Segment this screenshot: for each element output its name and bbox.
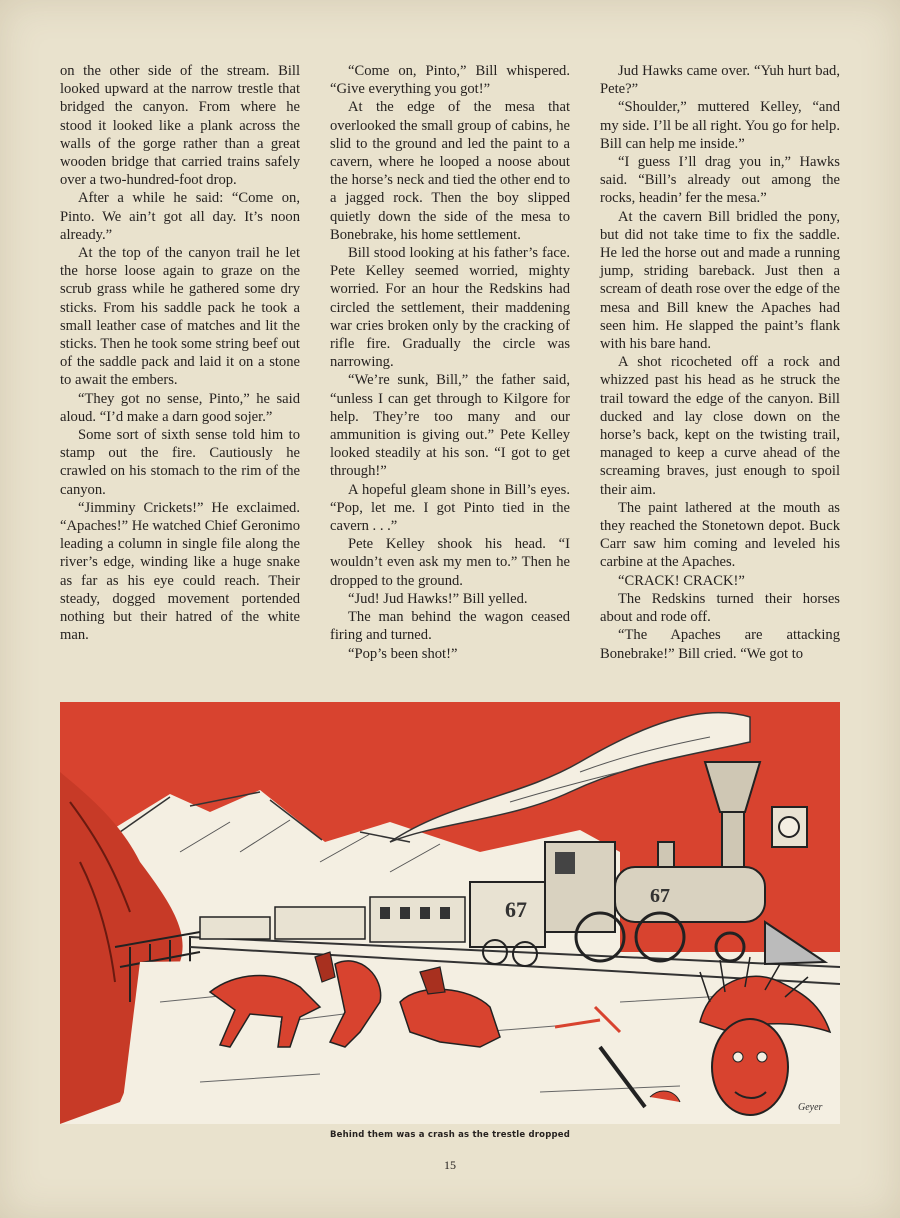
train-car [200, 917, 270, 939]
column-2 [330, 62, 570, 702]
steam-dome [658, 842, 674, 867]
engine-number: 67 [650, 885, 670, 907]
illustration-art [60, 702, 840, 1124]
paragraph: on the other side of the stream. Bill looked upward at the narrow trestle that bridged the canyon. From where he stood it looked like a plank across the walls of the gorge rather than a great wooden bridge that carried trains safely over a two-hundred-foot drop. [60, 63, 300, 189]
paragraph: A shot ricocheted off a rock and whizzed past his head as he struck the trail toward the edge of the canyon. Bill ducked and lay close down on the horse’s back, kept on the twisting trail, managed to keep a curve ahead of the screaming braves, just enough to spoil their aim. [600, 354, 840, 498]
paragraph: “They got no sense, Pinto,” he said aloud. “I’d make a darn good sojer.” [60, 390, 300, 425]
paragraph: “Jimminy Crickets!” He exclaimed. “Apaches!” He watched Chief Geronimo leading a column in single file along the river’s edge, winding like a huge snake as far as his eye could reach. Their steady, dogged movement portended nothing but their hatred of the white man. [60, 499, 300, 644]
eye [757, 1052, 767, 1062]
paragraph: The Redskins turned their horses about and rode off. [600, 590, 840, 626]
paragraph: The man behind the wagon ceased firing and turned. [330, 609, 570, 644]
artist-signature: Geyer [798, 1102, 823, 1113]
train-chase-illustration [60, 702, 840, 1124]
paragraph: After a while he said: “Come on, Pinto. We ain’t got all day. It’s noon already.” [60, 190, 300, 243]
illustration-caption: Behind them was a crash as the trestle dropped [329, 1130, 571, 1140]
paragraph: At the top of the canyon trail he let the horse loose again to graze on the scrub grass while he gathered some dry sticks. From his saddle pack he took a small leather case of matches and lit the sticks. Then he took some string beef out of the saddle pack and laid it on a stone to await the embers. [60, 245, 300, 389]
paragraph: “The Apaches are attacking Bonebrake!” Bill cried. “We got to [600, 627, 840, 662]
paragraph: “Shoulder,” muttered Kelley, “and my side. I’ll be all right. You go for help. Bill can help me inside.” [600, 99, 840, 152]
paragraph: A hopeful gleam shone in Bill’s eyes. “Pop, let me. I got Pinto tied in the cavern . . .” [330, 481, 570, 535]
page-number: 15 [444, 1158, 456, 1172]
train-car [370, 897, 465, 942]
stack-base [722, 812, 744, 867]
paragraph: “Pop’s been shot!” [348, 645, 458, 662]
tender-number: 67 [505, 897, 527, 922]
column-3 [600, 62, 840, 702]
apache-face [712, 1019, 788, 1115]
paragraph: “CRACK! CRACK!” [618, 572, 745, 589]
paragraph: At the edge of the mesa that overlooked the small group of cabins, he slid to the ground and led the paint to a cavern, where he looped a noose about the horse’s neck and tied the other end to a jagged rock. Then the boy slipped quietly down the side of the mesa to Bonebrake, his home settlement. [330, 99, 570, 243]
paragraph: At the cavern Bill bridled the pony, but did not take time to fix the saddle. He led the horse out and made a running jump, striding bareback. Just then a scream of death rose over the edge of the mesa and Bill knew the Apaches had seen him. He slapped the paint’s flank with his bare hand. [600, 208, 840, 353]
cab-window [555, 852, 575, 874]
paragraph: Bill stood looking at his father’s face. Pete Kelley seemed worried, mighty worried. For an hour the Redskins had circled the settlement, their maddening war cries broken only by the cracking of rifle fire. Gradually the circle was narrowing. [330, 245, 570, 371]
paragraph: The paint lathered at the mouth as they reached the Stonetown depot. Buck Carr saw him coming and leveled his carbine at the Apaches. [600, 499, 840, 571]
paragraph: “I guess I’ll drag you in,” Hawks said. “Bill’s already out among the rocks, headin’ fer the mesa.” [600, 154, 840, 207]
boiler [615, 867, 765, 922]
train-car [275, 907, 365, 939]
paragraph: “Jud! Jud Hawks!” Bill yelled. [348, 590, 528, 607]
paragraph: Some sort of sixth sense told him to stamp out the fire. Cautiously he crawled on his stomach to the rim of the canyon. [60, 427, 300, 498]
column-1 [60, 62, 300, 702]
paragraph: Jud Hawks came over. “Yuh hurt bad, Pete?” [600, 63, 840, 98]
article-columns [60, 62, 840, 702]
paragraph: “Come on, Pinto,” Bill whispered. “Give everything you got!” [330, 63, 570, 98]
paragraph: “We’re sunk, Bill,” the father said, “unless I can get through to Kilgore for help. They’re too many and our ammunition is giving out.” Pete Kelley looked steadily at his son. “I got to get through!” [330, 372, 570, 480]
eye [733, 1052, 743, 1062]
lamp-lens [779, 817, 799, 837]
paragraph: Pete Kelley shook his head. “I wouldn’t even ask my men to.” Then he dropped to the ground. [330, 536, 570, 589]
